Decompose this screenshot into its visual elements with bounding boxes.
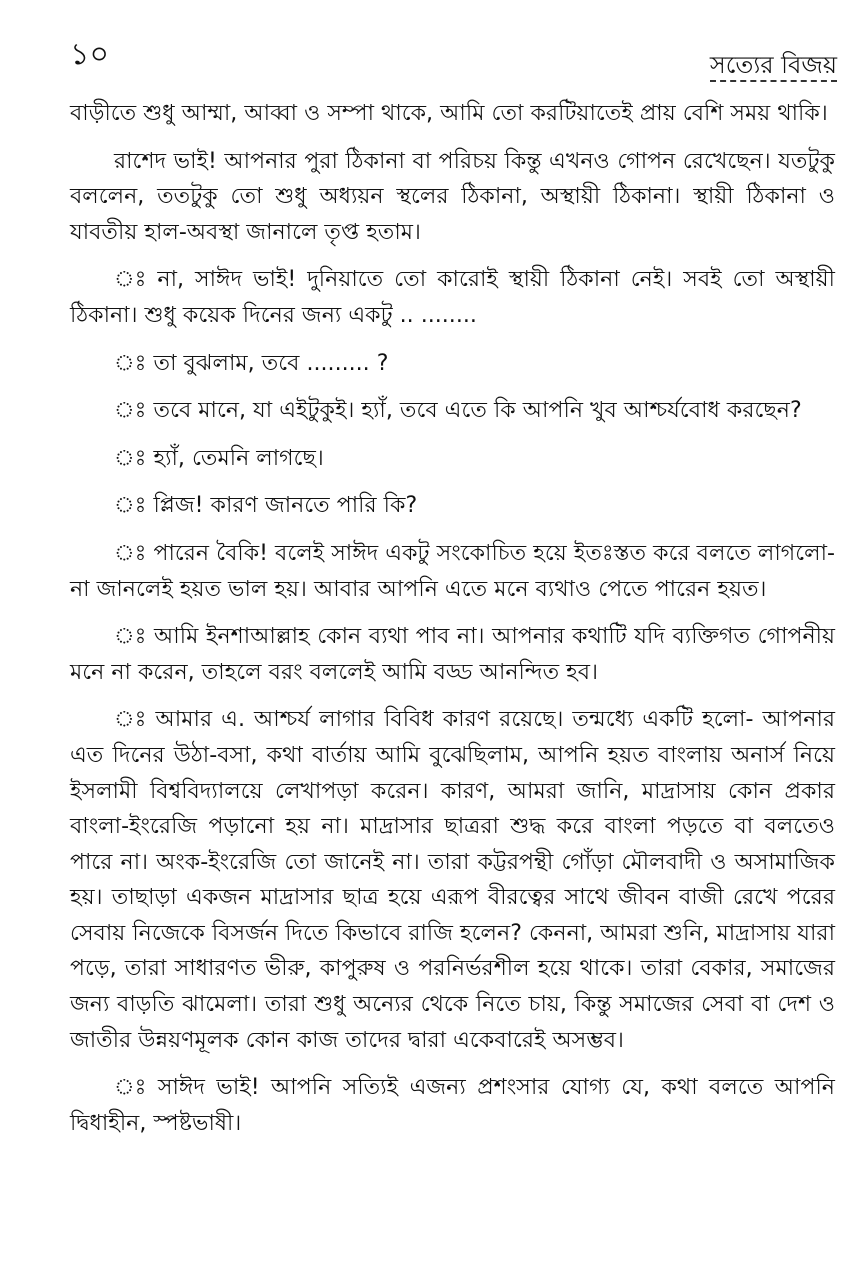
dialogue-paragraph: ঃ পারেন বৈকি! বলেই সাঈদ একটু সংকোচিত হয়ে ইতঃস্তত করে বলতে লাগলো- না জানলেই হয়ত ভাল হয়। আবার আপনি এতে মনে ব্যথাও পেতে পারেন হয়ত। bbox=[70, 539, 835, 602]
dialogue-paragraph: ঃ তা বুঝলাম, তবে ......... ? bbox=[114, 349, 389, 376]
body-text bbox=[70, 96, 835, 1153]
dialogue-paragraph: ঃ তবে মানে, যা এইটুকুই। হ্যাঁ, তবে এতে কি আপনি খুব আশ্চর্যবোধ করছেন? bbox=[114, 397, 802, 424]
paragraph: বাড়ীতে শুধু আম্মা, আব্বা ও সম্পা থাকে, আমি তো করটিয়াতেই প্রায় বেশি সময় থাকি। bbox=[70, 100, 828, 126]
dialogue-paragraph: ঃ হ্যাঁ, তেমনি লাগছে। bbox=[114, 444, 324, 471]
dialogue-paragraph: ঃ আমি ইনশাআল্লাহ কোন ব্যথা পাব না। আপনার কথাটি যদি ব্যক্তিগত গোপনীয় মনে না করেন, তাহলে বরং বললেই আমি বড্ড আনন্দিত হব। bbox=[70, 623, 835, 685]
dialogue-paragraph: ঃ সাঈদ ভাই! আপনি সত্যিই এজন্য প্রশংসার যোগ্য যে, কথা বলতে আপনি দ্বিধাহীন, স্পষ্টভাষী। bbox=[70, 1074, 835, 1136]
running-title: সত্যের বিজয় bbox=[710, 52, 837, 82]
paragraph: রাশেদ ভাই! আপনার পুরা ঠিকানা বা পরিচয় কিন্তু এখনও গোপন রেখেছেন। যতটুকু বললেন, ততটুকু তো শুধু অধ্যয়ন স্থলের ঠিকানা, অস্থায়ী ঠিকানা। স্থায়ী ঠিকানা ও যাবতীয় হাল-অবস্থা জানালে তৃপ্ত হতাম। bbox=[70, 147, 835, 245]
dialogue-paragraph: ঃ প্লিজ! কারণ জানতে পারি কি? bbox=[114, 492, 418, 519]
dialogue-paragraph: ঃ না, সাঈদ ভাই! দুনিয়াতে তো কারোই স্থায়ী ঠিকানা নেই। সবই তো অস্থায়ী ঠিকানা। শুধু কয়েক দিনের জন্য একটু .. ........ bbox=[70, 266, 835, 328]
dialogue-paragraph: ঃ আমার এ. আশ্চর্য লাগার বিবিধ কারণ রয়েছে। তন্মধ্যে একটি হলো- আপনার এত দিনের উঠা-বসা, কথা বার্তায় আমি বুঝেছিলাম, আপনি হয়ত বাংলায় অনার্স নিয়ে ইসলামী বিশ্ববিদ্যালয়ে লেখাপড়া করেন। কারণ, আমরা জানি, মাদ্রাসায় কোন প্রকার বাংলা-ইংরেজি পড়ানো হয় না। মাদ্রাসার ছাত্ররা শুদ্ধ করে বাংলা পড়তে বা বলতেও পারে না। অংক-ইংরেজি তো জানেই না। তারা কট্টরপন্থী গোঁড়া মৌলবাদী ও অসামাজিক হয়। তাছাড়া একজন মাদ্রাসার ছাত্র হয়ে এরূপ বীরত্বের সাথে জীবন বাজী রেখে পরের সেবায় নিজেকে বিসর্জন দিতে কিভাবে রাজি হলেন? কেননা, আমরা শুনি, মাদ্রাসায় যারা পড়ে, তারা সাধারণত ভীরু, কাপুরুষ ও পরনির্ভরশীল হয়ে থাকে। তারা বেকার, সমাজের জন্য বাড়তি ঝামেলা। তারা শুধু অন্যের থেকে নিতে চায়, কিন্তু সমাজের সেবা বা দেশ ও জাতীর উন্নয়ণমূলক কোন কাজ তাদের দ্বারা একেবারেই অসম্ভব। bbox=[70, 706, 835, 1053]
page-number: ১০ bbox=[70, 37, 109, 72]
